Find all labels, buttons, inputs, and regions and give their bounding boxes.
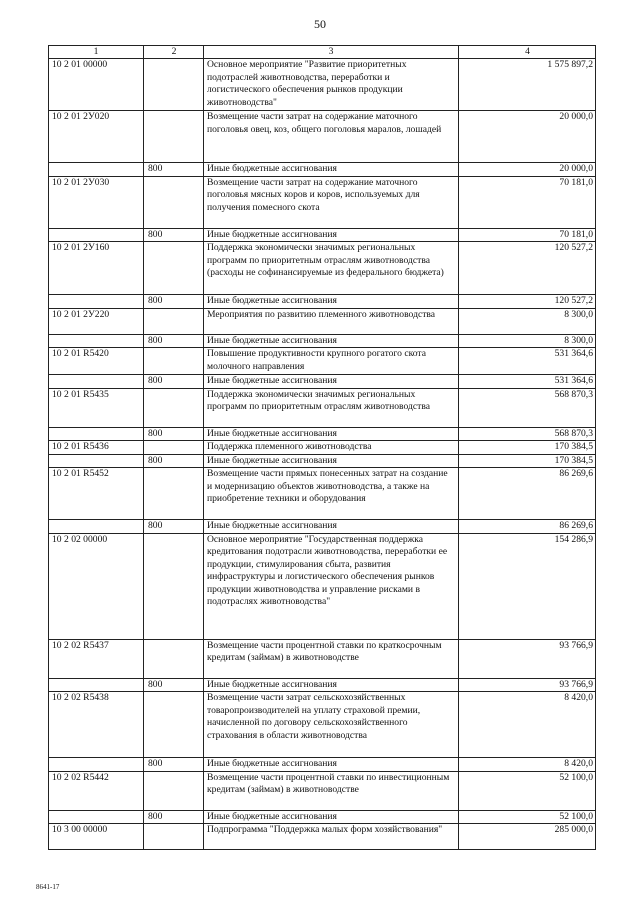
name-cell: Повышение продуктивности крупного рогатого скота молочного направления (204, 348, 459, 375)
table-row (49, 348, 596, 375)
name-cell: Иные бюджетные ассигнования (204, 163, 459, 177)
table-row (49, 59, 596, 111)
code-cell (49, 678, 144, 692)
table-row (49, 533, 596, 639)
table-row (49, 308, 596, 334)
document-code: 8641-17 (36, 883, 60, 891)
amount-cell: 20 000,0 (459, 111, 596, 163)
code-cell: 10 2 01 00000 (49, 59, 144, 111)
code-cell (49, 758, 144, 772)
type-cell (144, 308, 204, 334)
name-cell: Иные бюджетные ассигнования (204, 454, 459, 468)
code-cell (49, 228, 144, 242)
code-cell: 10 2 02 00000 (49, 533, 144, 639)
name-cell: Мероприятия по развитию племенного животноводства (204, 308, 459, 334)
amount-cell: 568 870,3 (459, 427, 596, 441)
code-cell (49, 520, 144, 534)
name-cell: Возмещение части процентной ставки по инвестиционным кредитам (займам) в животноводстве (204, 771, 459, 810)
table-row (49, 295, 596, 309)
name-cell: Подпрограмма "Поддержка малых форм хозяйствования" (204, 824, 459, 850)
amount-cell: 20 000,0 (459, 163, 596, 177)
type-cell (144, 771, 204, 810)
type-cell (144, 533, 204, 639)
type-cell: 800 (144, 810, 204, 824)
table-row (49, 228, 596, 242)
type-cell: 800 (144, 163, 204, 177)
amount-cell: 8 420,0 (459, 758, 596, 772)
amount-cell: 93 766,9 (459, 639, 596, 678)
table-row (49, 334, 596, 348)
code-cell: 10 2 01 R5436 (49, 441, 144, 455)
code-cell: 10 2 02 R5442 (49, 771, 144, 810)
type-cell: 800 (144, 678, 204, 692)
type-cell: 800 (144, 454, 204, 468)
code-cell: 10 2 01 2У020 (49, 111, 144, 163)
type-cell (144, 59, 204, 111)
amount-cell: 170 384,5 (459, 441, 596, 455)
table-row (49, 441, 596, 455)
type-cell (144, 441, 204, 455)
name-cell: Иные бюджетные ассигнования (204, 810, 459, 824)
name-cell: Поддержка экономически значимых региональных программ по приоритетным отраслям животноводства (204, 388, 459, 427)
name-cell: Возмещение части затрат на содержание маточного поголовья овец, коз, общего поголовья маралов, лошадей (204, 111, 459, 163)
code-cell: 10 2 01 2У220 (49, 308, 144, 334)
name-cell: Иные бюджетные ассигнования (204, 678, 459, 692)
name-cell: Иные бюджетные ассигнования (204, 758, 459, 772)
type-cell (144, 824, 204, 850)
code-cell (49, 295, 144, 309)
table-row (49, 810, 596, 824)
table-row (49, 111, 596, 163)
amount-cell: 1 575 897,2 (459, 59, 596, 111)
budget-table (48, 45, 596, 850)
name-cell: Иные бюджетные ассигнования (204, 228, 459, 242)
name-cell: Основное мероприятие "Государственная поддержка кредитования подотрасли животноводства, переработки ее продукции, стимулирования сбыта, развития инфраструктуры и логистического обеспечения рынков продукции животноводства и управление рисками в подотраслях животноводства" (204, 533, 459, 639)
table-row (49, 454, 596, 468)
table-row (49, 163, 596, 177)
code-cell: 10 2 02 R5437 (49, 639, 144, 678)
name-cell: Возмещение части процентной ставки по краткосрочным кредитам (займам) в животноводстве (204, 639, 459, 678)
amount-cell: 86 269,6 (459, 468, 596, 520)
code-cell: 10 3 00 00000 (49, 824, 144, 850)
code-cell (49, 163, 144, 177)
amount-cell: 154 286,9 (459, 533, 596, 639)
header-col-3: 3 (204, 46, 459, 59)
page-number: 50 (314, 17, 326, 31)
table-row (49, 692, 596, 758)
type-cell (144, 176, 204, 228)
type-cell (144, 388, 204, 427)
type-cell (144, 242, 204, 295)
table-row (49, 520, 596, 534)
name-cell: Основное мероприятие "Развитие приоритетных подотраслей животноводства, переработки и логистического обеспечения рынков продукции животноводства" (204, 59, 459, 111)
name-cell: Возмещение части затрат на содержание маточного поголовья мясных коров и коров, используемых для получения помесного скота (204, 176, 459, 228)
type-cell: 800 (144, 375, 204, 389)
amount-cell: 531 364,6 (459, 348, 596, 375)
amount-cell: 70 181,0 (459, 176, 596, 228)
table-header-row (49, 46, 596, 59)
type-cell: 800 (144, 758, 204, 772)
code-cell: 10 2 02 R5438 (49, 692, 144, 758)
amount-cell: 52 100,0 (459, 810, 596, 824)
amount-cell: 8 300,0 (459, 334, 596, 348)
code-cell: 10 2 01 R5420 (49, 348, 144, 375)
amount-cell: 568 870,3 (459, 388, 596, 427)
name-cell: Иные бюджетные ассигнования (204, 520, 459, 534)
amount-cell: 120 527,2 (459, 242, 596, 295)
header-col-4: 4 (459, 46, 596, 59)
name-cell: Поддержка племенного животноводства (204, 441, 459, 455)
code-cell (49, 454, 144, 468)
table-row (49, 824, 596, 850)
code-cell (49, 375, 144, 389)
name-cell: Иные бюджетные ассигнования (204, 334, 459, 348)
code-cell: 10 2 01 R5435 (49, 388, 144, 427)
code-cell: 10 2 01 2У160 (49, 242, 144, 295)
type-cell (144, 111, 204, 163)
code-cell (49, 334, 144, 348)
table-row (49, 758, 596, 772)
type-cell (144, 639, 204, 678)
code-cell: 10 2 01 2У030 (49, 176, 144, 228)
table-row (49, 375, 596, 389)
code-cell: 10 2 01 R5452 (49, 468, 144, 520)
amount-cell: 8 300,0 (459, 308, 596, 334)
type-cell: 800 (144, 334, 204, 348)
name-cell: Возмещение части прямых понесенных затрат на создание и модернизацию объектов животноводства, а также на приобретение техники и оборудования (204, 468, 459, 520)
name-cell: Возмещение части затрат сельскохозяйственных товаропроизводителей на уплату страховой премии, начисленной по договору сельскохозяйственного страхования в области животноводства (204, 692, 459, 758)
name-cell: Поддержка экономически значимых региональных программ по приоритетным отраслям животноводства (расходы не софинансируемые из федерального бюджета) (204, 242, 459, 295)
table-row (49, 388, 596, 427)
table-row (49, 176, 596, 228)
table-row (49, 678, 596, 692)
amount-cell: 8 420,0 (459, 692, 596, 758)
amount-cell: 86 269,6 (459, 520, 596, 534)
type-cell (144, 348, 204, 375)
table-body (49, 59, 596, 850)
type-cell: 800 (144, 295, 204, 309)
amount-cell: 170 384,5 (459, 454, 596, 468)
amount-cell: 52 100,0 (459, 771, 596, 810)
table-row (49, 242, 596, 295)
table-row (49, 639, 596, 678)
header-col-1: 1 (49, 46, 144, 59)
table-row (49, 468, 596, 520)
type-cell (144, 468, 204, 520)
code-cell (49, 810, 144, 824)
type-cell: 800 (144, 228, 204, 242)
name-cell: Иные бюджетные ассигнования (204, 427, 459, 441)
type-cell (144, 692, 204, 758)
code-cell (49, 427, 144, 441)
table-row (49, 427, 596, 441)
header-col-2: 2 (144, 46, 204, 59)
amount-cell: 120 527,2 (459, 295, 596, 309)
amount-cell: 70 181,0 (459, 228, 596, 242)
type-cell: 800 (144, 427, 204, 441)
amount-cell: 285 000,0 (459, 824, 596, 850)
name-cell: Иные бюджетные ассигнования (204, 295, 459, 309)
type-cell: 800 (144, 520, 204, 534)
amount-cell: 531 364,6 (459, 375, 596, 389)
table-row (49, 771, 596, 810)
name-cell: Иные бюджетные ассигнования (204, 375, 459, 389)
amount-cell: 93 766,9 (459, 678, 596, 692)
